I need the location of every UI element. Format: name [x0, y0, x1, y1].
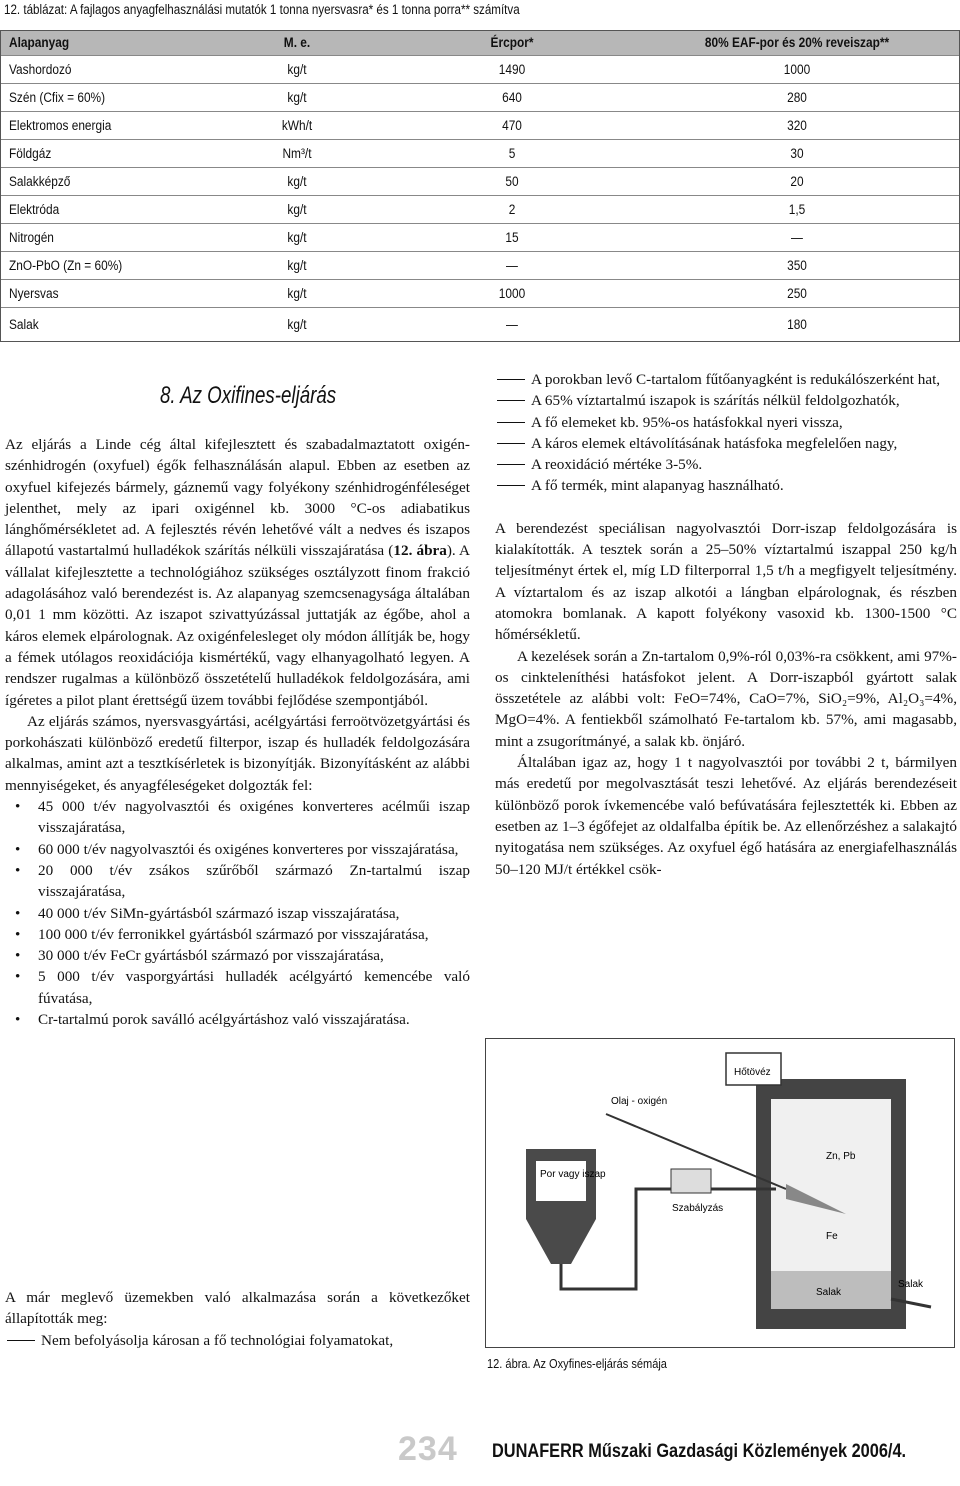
label-slag-inside: Salak [816, 1287, 842, 1298]
table-cell: kg/t [287, 258, 307, 273]
table-cell: Nyersvas [9, 286, 59, 301]
table-row [1, 195, 959, 224]
table-cell: kg/t [287, 286, 307, 301]
bullet-list [5, 796, 470, 1030]
section-title: 8. Az Oxifines-eljárás [160, 382, 337, 409]
table-cell: 180 [787, 317, 807, 332]
table-cell: Nitrogén [9, 230, 54, 245]
label-heat: Hőtövéz [734, 1067, 771, 1078]
table-cell: 5 [508, 146, 516, 161]
label-oil-oxygen: Olaj - oxigén [611, 1096, 668, 1107]
table-cell: Szén (Cfix = 60%) [9, 90, 106, 105]
header-cell: 80% EAF-por és 20% reveiszap** [704, 35, 890, 50]
table-cell: 30 [790, 146, 804, 161]
dash-item: A fő elemeket kb. 95%-os hatásfokkal nyeri vissza, [495, 412, 957, 433]
table-cell: Nm³/t [282, 146, 312, 161]
table-row [1, 83, 959, 112]
left-column [5, 434, 470, 1030]
page-number: 234 [398, 1430, 458, 1468]
table-row [1, 167, 959, 196]
table-row [1, 279, 959, 308]
table-cell: — [506, 258, 518, 273]
table-cell: 1000 [783, 62, 811, 77]
paragraph: Az eljárás számos, nyersvasgyártási, acélgyártási ferroötvözetgyártási és porkohászati különböző eredetű filterpor, iszap és hulladék feldolgozására alkalmas, amint azt a tesztkísérletek is bizonyítják. Bizonyításként az alábbi mennyiségeket, és anyagféleségeket dolgozták fel: [5, 712, 470, 794]
table-cell: 470 [502, 118, 522, 133]
table-cell: 280 [787, 90, 807, 105]
figure-caption: 12. ábra. Az Oxyfines-eljárás sémája [487, 1356, 667, 1371]
paragraph: A berendezést speciálisan nagyolvasztói Dorr-iszap feldolgozására is kialakították. A tesztek során a 25–50% víztartalmú iszappal 250 kg/h teljesítményt értek el, míg LD filterporral 1,5 t/h a megfigyelt teljesítmény. A víztartalom és az iszap alkotói a lángban elpárolognak, és részben atomokra bomlanak. A kapott folyékony vasoxid kb. 1300-1500 °C hőmérsékletű. [495, 519, 957, 644]
table-cell: kg/t [287, 90, 307, 105]
list-item: • 40 000 t/év SiMn-gyártásból származó iszap visszajáratása, [5, 903, 470, 924]
table-cell: 2 [508, 202, 516, 217]
dash-item: A porokban levő C-tartalom fűtőanyagként is redukálószerként hat, [495, 369, 957, 390]
list-item: • Cr-tartalmú porok saválló acélgyártáshoz való visszajáratása. [5, 1009, 470, 1030]
process-diagram [485, 1038, 955, 1348]
consumption-table [0, 30, 960, 342]
header-cell: Ércpor* [490, 35, 534, 50]
table-cell: — [791, 230, 803, 245]
dash-item: A 65% víztartalmú iszapok is szárítás nélkül feldolgozhatók, [495, 390, 957, 411]
table-cell: 1,5 [788, 202, 806, 217]
header-cell: M. e. [283, 35, 311, 50]
table-cell: Földgáz [9, 146, 52, 161]
table-row [1, 139, 959, 168]
paragraph: A már meglevő üzemekben való alkalmazása során a következőket állapították meg: [5, 1289, 470, 1328]
table-row [1, 111, 959, 140]
paragraph [5, 434, 470, 711]
list-item: • 20 000 t/év zsákos szűrőből származó Zn-tartalmú iszap visszajáratása, [5, 860, 470, 903]
table-cell: 20 [790, 174, 804, 189]
table-cell: ZnO-PbO (Zn = 60%) [9, 258, 123, 273]
label-control: Szabályzás [672, 1203, 724, 1214]
list-item: • 100 000 t/év ferronikkel gyártásból származó por visszajáratása, [5, 924, 470, 945]
left-column-bottom [5, 1287, 470, 1351]
process-schematic [486, 1039, 954, 1347]
table-cell: Vashordozó [9, 62, 72, 77]
right-column [495, 369, 957, 880]
paragraph: Általában igaz az, hogy 1 t nagyolvasztói por további 2 t, bármilyen más eredetű por megolvasztását teszi lehetővé. Az eljárás berendezéseit különböző porok ívkemencébe való befúvatására fejlesztették ki. Ebben az esetben az 1–3 égőfejet az oldalfalba építik be. Az ellenőrzéshez a salakajtó nyitogatása nem szükséges. Az oxyfuel égő hatására az energiafelhasználás 50–120 MJ/t értékkel csök- [495, 754, 957, 878]
table-cell: kg/t [287, 317, 307, 332]
table-cell: Elektromos energia [9, 118, 112, 133]
table-cell: 350 [787, 258, 807, 273]
figure-reference: 12. ábra [393, 542, 447, 560]
table-cell: 15 [505, 230, 519, 245]
table-row [1, 251, 959, 280]
header-cell: Alapanyag [9, 35, 70, 50]
label-dust-slurry: Por vagy iszap [540, 1169, 606, 1180]
table-cell: Elektróda [9, 202, 60, 217]
table-row [1, 223, 959, 252]
table-cell: 1490 [498, 62, 526, 77]
journal-title: DUNAFERR Műszaki Gazdasági Közlemények 2006/4. [492, 1441, 907, 1462]
table-row [1, 307, 959, 342]
list-item: • 30 000 t/év FeCr gyártásból származó por visszajáratása, [5, 945, 470, 966]
table-cell: 1000 [498, 286, 526, 301]
list-item: • 60 000 t/év nagyolvasztói és oxigénes konverteres por visszajáratása, [5, 839, 470, 860]
table-cell: 320 [787, 118, 807, 133]
table-caption: 12. táblázat: A fajlagos anyagfelhasználási mutatók 1 tonna nyersvasra* és 1 tonna porra** számítva [4, 2, 520, 17]
dash-item: Nem befolyásolja károsan a fő technológiai folyamatokat, [5, 1330, 470, 1351]
table-cell: Salakképző [9, 174, 71, 189]
table-cell: kg/t [287, 202, 307, 217]
table-cell: Salak [9, 317, 39, 332]
paragraph-text: Az eljárás a Linde cég által kifejlesztett és szabadalmaztatott oxigén-szénhidrogén (oxyfuel) égők felhasználásán alapul. Ebben az esetben az oxyfuel kifejezés bármely, gáznemű vagy folyékony szénhidrogénféleséget jelenthet, mely az ipari oxigénnel kb. 3000 °C-os adiabatikus lánghőmérsékletet ad. A fejlesztés révén lehetővé vált a nedves és iszapos állapotú vastartalmú hulladékok szárítás nélküli visszajáratása ( [5, 436, 470, 560]
table-cell: kWh/t [281, 118, 313, 133]
table-header-row [1, 31, 959, 55]
label-slag-out: Salak [898, 1279, 924, 1290]
label-znpb: Zn, Pb [826, 1151, 856, 1162]
table-cell: 640 [502, 90, 522, 105]
paragraph: A kezelések során a Zn-tartalom 0,9%-ról 0,03%-ra csökkent, ami 97%-os cinkteleníthési hatásfokot jelent. A Dorr-iszapból gyártott salak összetétele az alábbi volt: FeO=74%, CaO=7%, SiO₂=9%, Al₂O₃=4%, MgO=4%. A fentiekből számolható Fe-tartalom kb. 57%, ami magasabb, mint a zsugorítmányé, a salak kb. önjáró. [495, 647, 957, 750]
dash-item: A fő termék, mint alapanyag használható. [495, 475, 957, 496]
label-fe: Fe [826, 1231, 838, 1242]
table-row [1, 55, 959, 84]
table-cell: — [506, 317, 518, 332]
table-cell: kg/t [287, 174, 307, 189]
table-cell: kg/t [287, 230, 307, 245]
list-item: • 5 000 t/év vasporgyártási hulladék acélgyártó kemencébe való fúvatása, [5, 966, 470, 1009]
control-valve [671, 1169, 711, 1193]
hopper-cone [526, 1219, 596, 1264]
dash-item: A reoxidáció mértéke 3-5%. [495, 454, 957, 475]
table-cell: kg/t [287, 62, 307, 77]
paragraph-text: ). A vállalat kifejlesztette a technológiához szükséges osztályzott finom frakció adagolásához való berendezést is. Az alapanyag szemcsenagysága általában 0,01 1 mm közötti. Az iszapot szivattyúzással juttatják az égőbe, ahol a káros elemek elpárolognak. Az oxigénfelesleget oly módon állítják be, hogy a fémek utólagos reoxidációja kismértékű, vagy elhanyagolható legyen. A rendszer rugalmas a különböző összetételű hulladékok feldolgozására, ami ígéretes a pilot plant érettségű üzem további fejlődése szempontjából. [5, 542, 470, 709]
dash-item: A káros elemek eltávolításának hatásfoka megfelelően nagy, [495, 433, 957, 454]
hopper-label-box [536, 1161, 586, 1201]
list-item: • 45 000 t/év nagyolvasztói és oxigénes konverteres acélműi iszap visszajáratása, [5, 796, 470, 839]
table-cell: 250 [787, 286, 807, 301]
table-cell: 50 [505, 174, 519, 189]
